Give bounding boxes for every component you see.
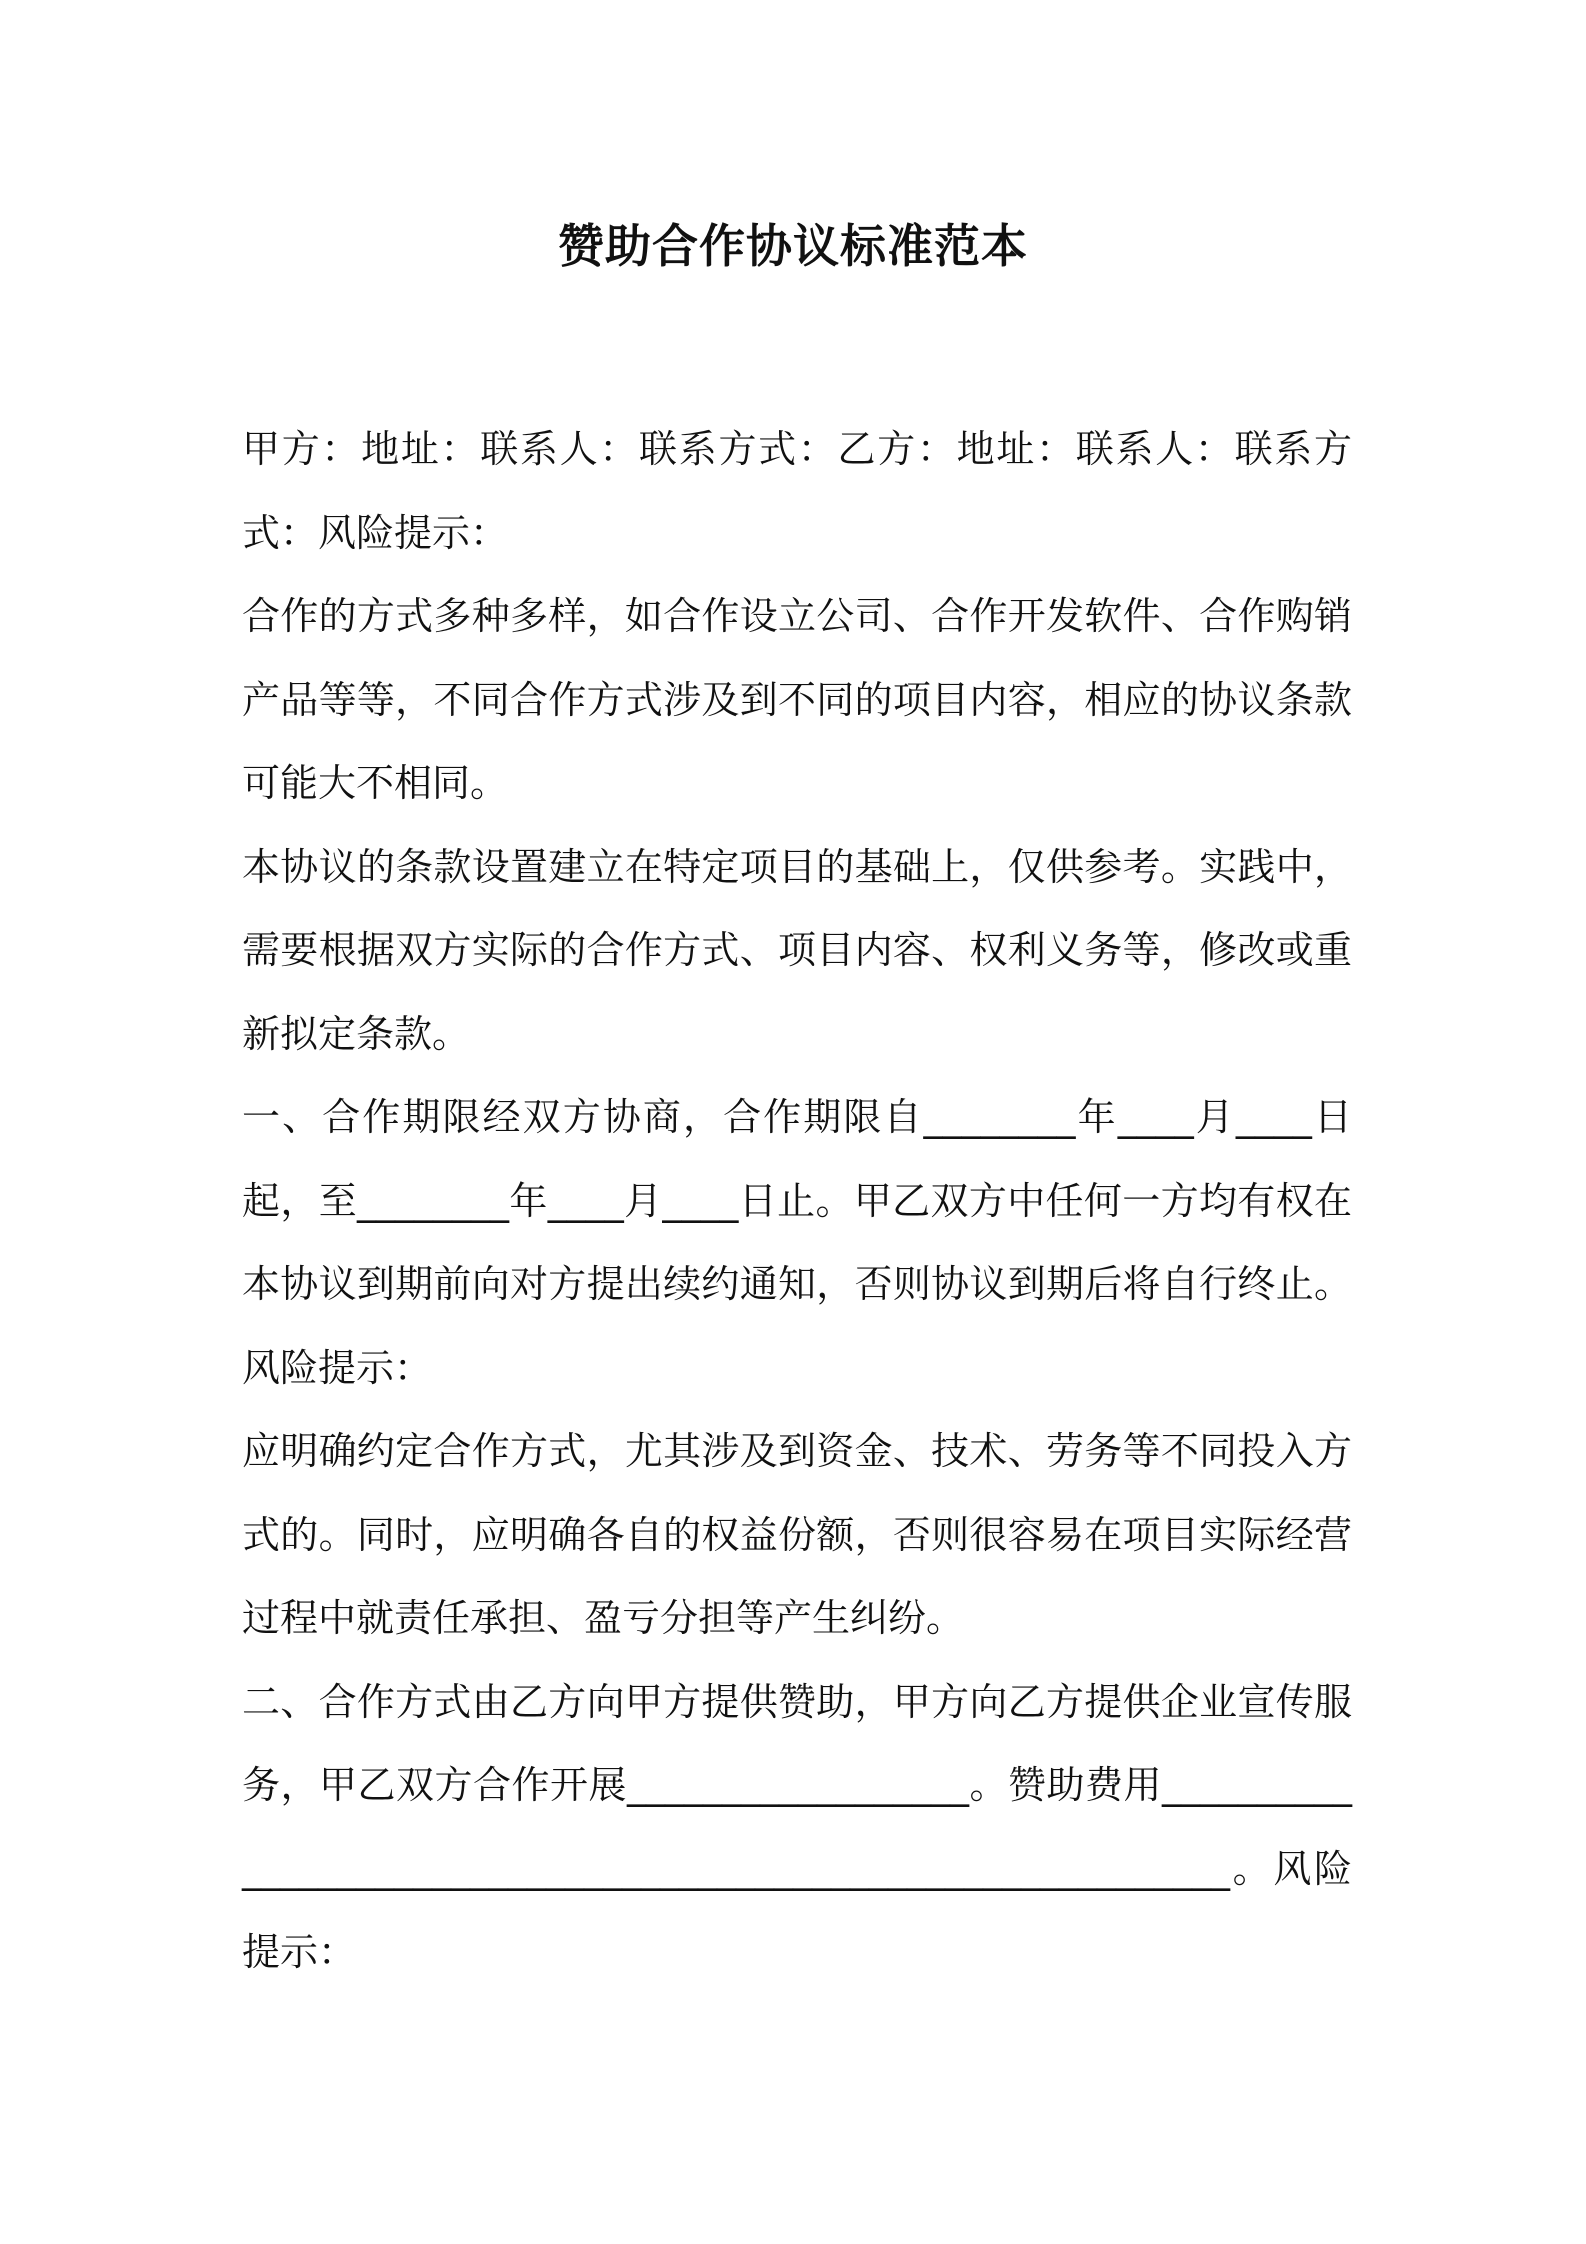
clause-1-term: 一、合作期限经双方协商，合作期限自________年____月____日起，至________年____月____日止。甲乙双方中任何一方均有权在本协议到期前向对方提出续约通知，否则协议到期后将自行终止。风险提示： — [242, 1095, 1352, 1390]
document-body — [242, 408, 1352, 1995]
risk-note-paragraph-3: 应明确约定合作方式，尤其涉及到资金、技术、劳务等不同投入方式的。同时，应明确各自的权益份额，否则很容易在项目实际经营过程中就责任承担、盈亏分担等产生纠纷。 — [242, 1429, 1352, 1640]
clause-2-cooperation: 二、合作方式由乙方向甲方提供赞助，甲方向乙方提供企业宣传服务，甲乙双方合作开展__________________。赞助费用______________________________________________________________。风险提示： — [242, 1679, 1352, 1974]
risk-note-paragraph-2: 本协议的条款设置建立在特定项目的基础上，仅供参考。实践中，需要根据双方实际的合作方式、项目内容、权利义务等，修改或重新拟定条款。 — [242, 844, 1352, 1056]
parties-paragraph: 甲方：地址：联系人：联系方式：乙方：地址：联系人：联系方式：风险提示： — [242, 427, 1352, 555]
document-title: 赞助合作协议标准范本 — [558, 219, 1028, 273]
risk-note-paragraph-1: 合作的方式多种多样，如合作设立公司、合作开发软件、合作购销产品等等，不同合作方式涉及到不同的项目内容，相应的协议条款可能大不相同。 — [242, 594, 1352, 805]
